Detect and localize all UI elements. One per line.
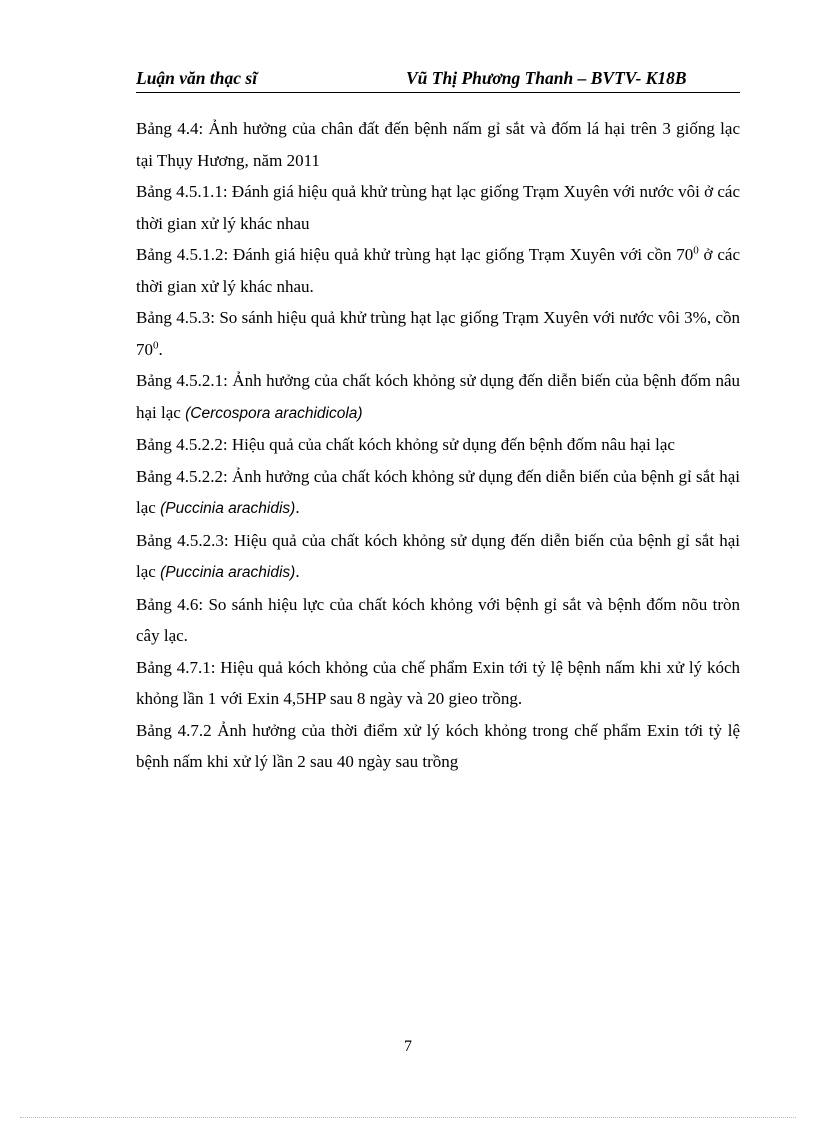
table-entry-4-5-2-2-b: Bảng 4.5.2.2: Ảnh hưởng của chất kóch khỏng sử dụng đến diễn biến của bệnh gỉ sắt hại lạc (Puccinia arachidis). [136,466,740,517]
species-name: (Cercospora arachidicola) [185,404,363,422]
table-list [136,113,740,778]
page-bottom-divider [20,1117,796,1118]
table-entry-4-6: Bảng 4.6: So sánh hiệu lực của chất kóch khỏng với bệnh gỉ sắt và bệnh đốm nõu tròn cây lạc. [136,594,740,645]
table-entry-4-5-3: Bảng 4.5.3: So sánh hiệu quả khử trùng hạt lạc giống Trạm Xuyên với nước vôi 3%, cồn $70^0$. [136,308,740,359]
table-entry-4-7-2: Bảng 4.7.2 Ảnh hưởng của thời điểm xử lý kóch khỏng trong chế phẩm Exin tới tỷ lệ bệnh nấm khi xử lý lần 2 sau 40 ngày sau trồng [136,720,740,771]
table-entry-4-7-1: Bảng 4.7.1: Hiệu quả kóch khỏng của chế phẩm Exin tới tỷ lệ bệnh nấm khi xử lý kóch khỏng lần 1 với Exin 4,5HP sau 8 ngày và 20 gieo trồng. [136,657,740,708]
table-entry-4-5-2-1: Bảng 4.5.2.1: Ảnh hưởng của chất kóch khỏng sử dụng đến diễn biến của bệnh đốm nâu hại lạc (Cercospora arachidicola) [136,371,740,422]
table-entry-4-5-1-2: Bảng 4.5.1.2: Đánh giá hiệu quả khử trùng hạt lạc giống Trạm Xuyên với cồn $70^0$ ở các thời gian xử lý khác nhau. [136,244,740,296]
page-header [136,66,740,93]
species-name: (Puccinia arachidis) [160,564,296,581]
table-entry-4-5-2-2-a: Bảng 4.5.2.2: Hiệu quả của chất kóch khỏng sử dụng đến bệnh đốm nâu hại lạc [136,435,675,454]
table-entry-4-5-2-3: Bảng 4.5.2.3: Hiệu quả của chất kóch khỏng sử dụng đến diễn biến của bệnh gỉ sắt hại lạc (Puccinia arachidis). [136,530,740,581]
header-thesis-label: Luận văn thạc sĩ [136,68,258,88]
header-author-label: Vũ Thị Phương Thanh – BVTV- K18B [406,68,687,88]
species-name: (Puccinia arachidis) [160,500,296,517]
table-entry-4-5-1-1: Bảng 4.5.1.1: Đánh giá hiệu quả khử trùng hạt lạc giống Trạm Xuyên với nước vôi ở các thời gian xử lý khác nhau [136,182,740,233]
page-number: 7 [404,1038,412,1055]
table-entry-4-4: Bảng 4.4: Ảnh hưởng của chân đất đến bệnh nấm gỉ sắt và đốm lá hại trên 3 giống lạc tại Thụy Hương, năm 2011 [136,119,740,170]
